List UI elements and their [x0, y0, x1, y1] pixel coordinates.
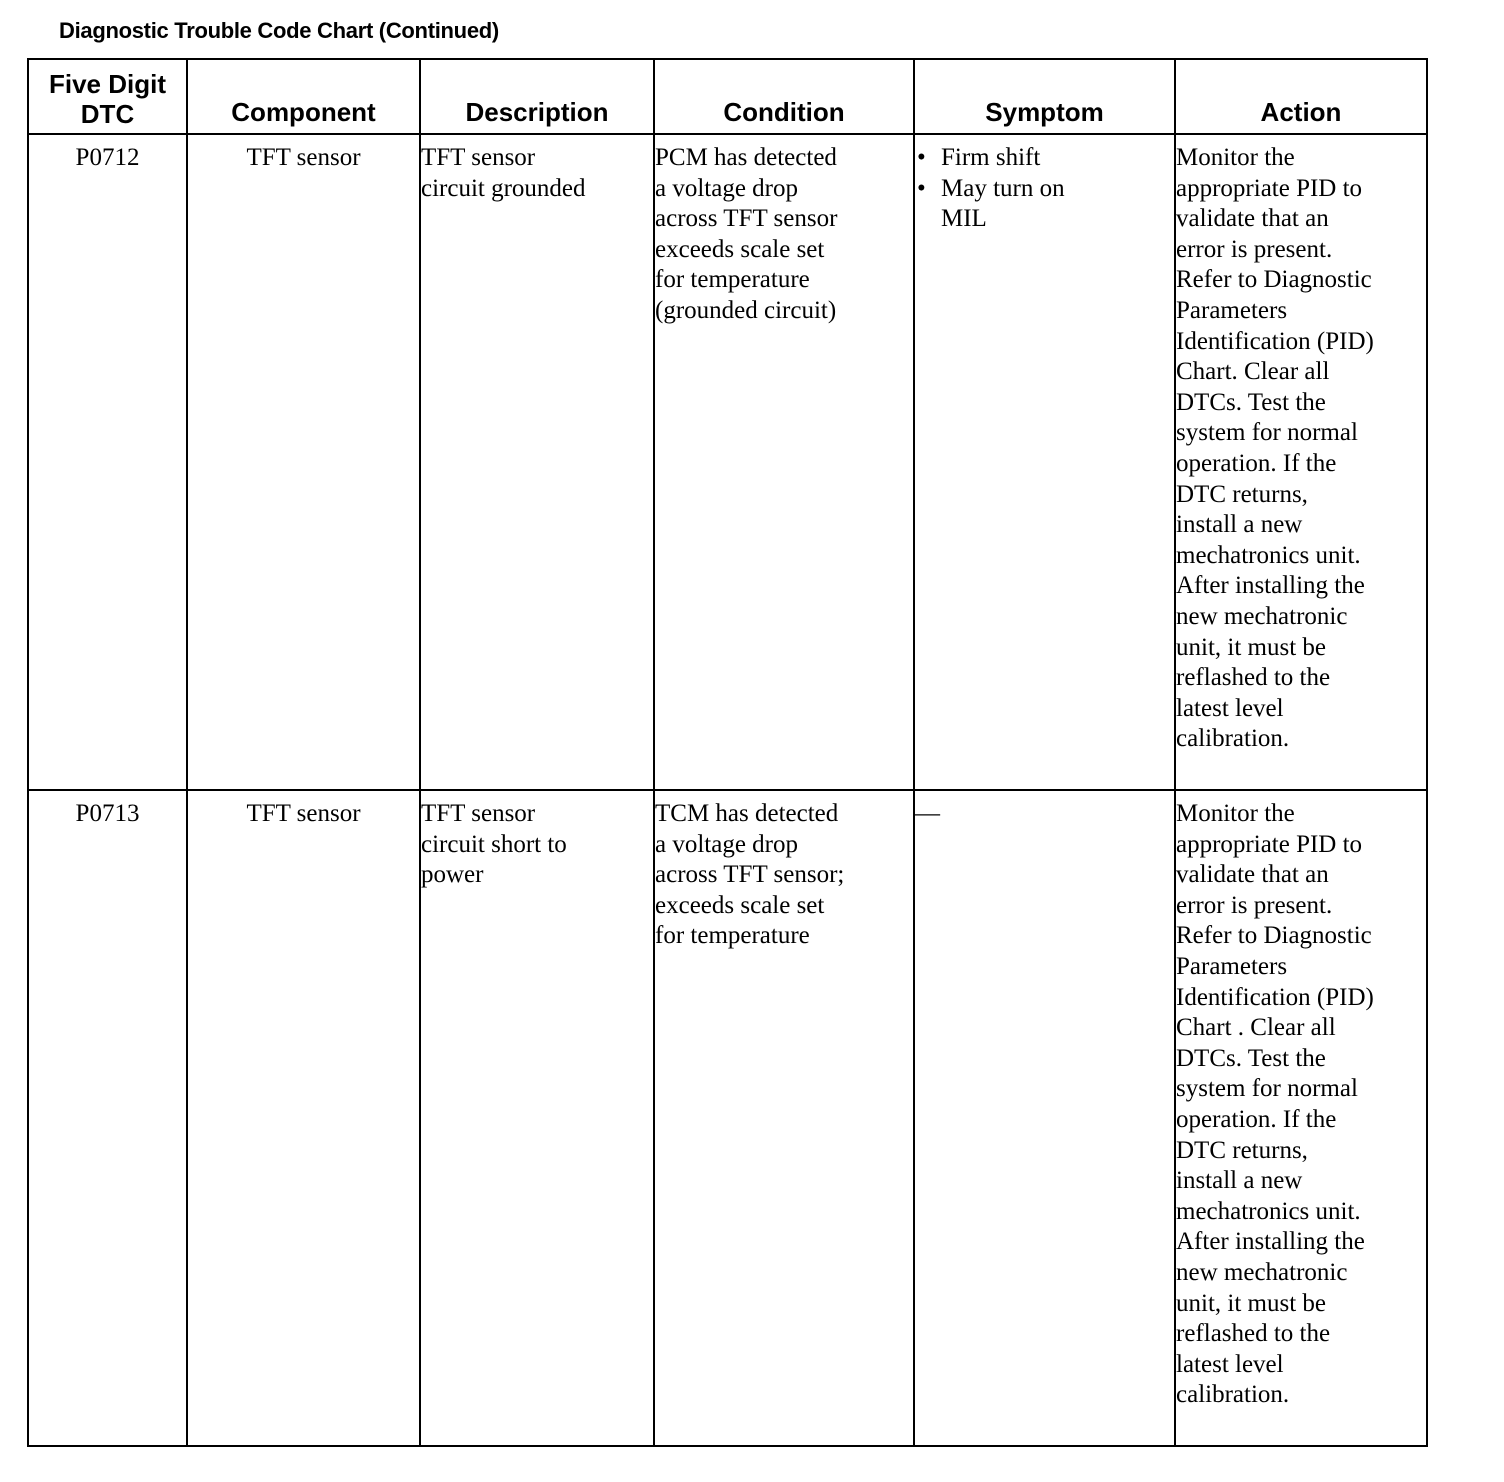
text-line: exceeds scale set: [655, 891, 825, 919]
description-cell: [420, 790, 654, 1446]
text-line: appropriate PID to: [1176, 174, 1363, 202]
header-five-digit-dtc: Five Digit DTC: [28, 59, 187, 134]
table-row: [28, 134, 1427, 790]
text-line: TCM has detected: [655, 800, 839, 827]
symptom-item: • Firm shift: [915, 143, 1174, 174]
text-line: (grounded circuit): [655, 296, 837, 324]
dtc-code-cell: P0712: [28, 134, 187, 790]
text-line: mechatronics unit.: [1176, 1197, 1361, 1225]
text-line: a voltage drop: [655, 174, 799, 202]
text-line: TFT sensor: [421, 144, 536, 171]
symptom-cell: —: [914, 790, 1175, 1446]
header-condition: Condition: [654, 59, 914, 134]
action-cell: [1175, 134, 1427, 790]
text-line: latest level: [1176, 1350, 1284, 1378]
text-line: calibration.: [1176, 1381, 1290, 1409]
dtc-code-cell: P0713: [28, 790, 187, 1446]
text-line: power: [421, 861, 484, 889]
condition-cell: [654, 790, 914, 1446]
text-line: latest level: [1176, 694, 1284, 722]
text-line: DTC returns,: [1176, 480, 1308, 508]
text-line: After installing the: [1176, 572, 1365, 600]
text-line: system for normal: [1176, 1075, 1358, 1103]
text-line: validate that an: [1176, 205, 1329, 233]
text-line: calibration.: [1176, 725, 1290, 753]
text-line: exceeds scale set: [655, 235, 825, 263]
text-line: across TFT sensor;: [655, 861, 845, 889]
text-line: a voltage drop: [655, 830, 799, 858]
symptom-cell: [914, 134, 1175, 790]
text-line: unit, it must be: [1176, 633, 1326, 661]
text-line: install a new: [1176, 1167, 1303, 1195]
text-line: Chart. Clear all: [1176, 358, 1330, 386]
table-row: [28, 790, 1427, 1446]
header-symptom: Symptom: [914, 59, 1175, 134]
text-line: DTCs. Test the: [1176, 388, 1326, 416]
text-line: reflashed to the: [1176, 1320, 1331, 1348]
text-line: Chart . Clear all: [1176, 1014, 1336, 1042]
text-line: install a new: [1176, 511, 1303, 539]
text-line: After installing the: [1176, 1228, 1365, 1256]
text-line: for temperature: [655, 266, 810, 294]
text-line: validate that an: [1176, 861, 1329, 889]
text-line: TFT sensor: [421, 800, 536, 827]
header-description: Description: [420, 59, 654, 134]
text-line: new mechatronic: [1176, 1258, 1348, 1286]
symptom-item: • May turn on MIL: [915, 174, 1174, 235]
text-line: appropriate PID to: [1176, 830, 1363, 858]
text-line: Identification (PID): [1176, 327, 1374, 355]
text-line: circuit short to: [421, 830, 567, 858]
text-line: operation. If the: [1176, 1105, 1337, 1133]
text-line: DTC returns,: [1176, 1136, 1308, 1164]
text-line: across TFT sensor: [655, 205, 838, 233]
text-line: circuit grounded: [421, 174, 586, 202]
text-line: Monitor the: [1176, 800, 1295, 827]
component-cell: TFT sensor: [187, 134, 420, 790]
text-line: Parameters: [1176, 296, 1288, 324]
text-line: system for normal: [1176, 419, 1358, 447]
text-line: operation. If the: [1176, 449, 1337, 477]
header-component: Component: [187, 59, 420, 134]
text-line: unit, it must be: [1176, 1289, 1326, 1317]
text-line: Refer to Diagnostic: [1176, 922, 1372, 950]
page-title: Diagnostic Trouble Code Chart (Continued): [59, 18, 499, 43]
text-line: Parameters: [1176, 952, 1288, 980]
dtc-chart-table: [27, 58, 1428, 1447]
component-cell: TFT sensor: [187, 790, 420, 1446]
condition-cell: [654, 134, 914, 790]
text-line: error is present.: [1176, 891, 1333, 919]
text-line: Monitor the: [1176, 144, 1295, 171]
text-line: error is present.: [1176, 235, 1333, 263]
description-cell: [420, 134, 654, 790]
text-line: DTCs. Test the: [1176, 1044, 1326, 1072]
symptom-list: [915, 143, 1174, 235]
text-line: Identification (PID): [1176, 983, 1374, 1011]
text-line: for temperature: [655, 922, 810, 950]
text-line: mechatronics unit.: [1176, 541, 1361, 569]
text-line: reflashed to the: [1176, 664, 1331, 692]
header-action: Action: [1175, 59, 1427, 134]
text-line: new mechatronic: [1176, 602, 1348, 630]
action-cell: [1175, 790, 1427, 1446]
text-line: Refer to Diagnostic: [1176, 266, 1372, 294]
table-header-row: [28, 59, 1427, 134]
text-line: PCM has detected: [655, 144, 837, 171]
